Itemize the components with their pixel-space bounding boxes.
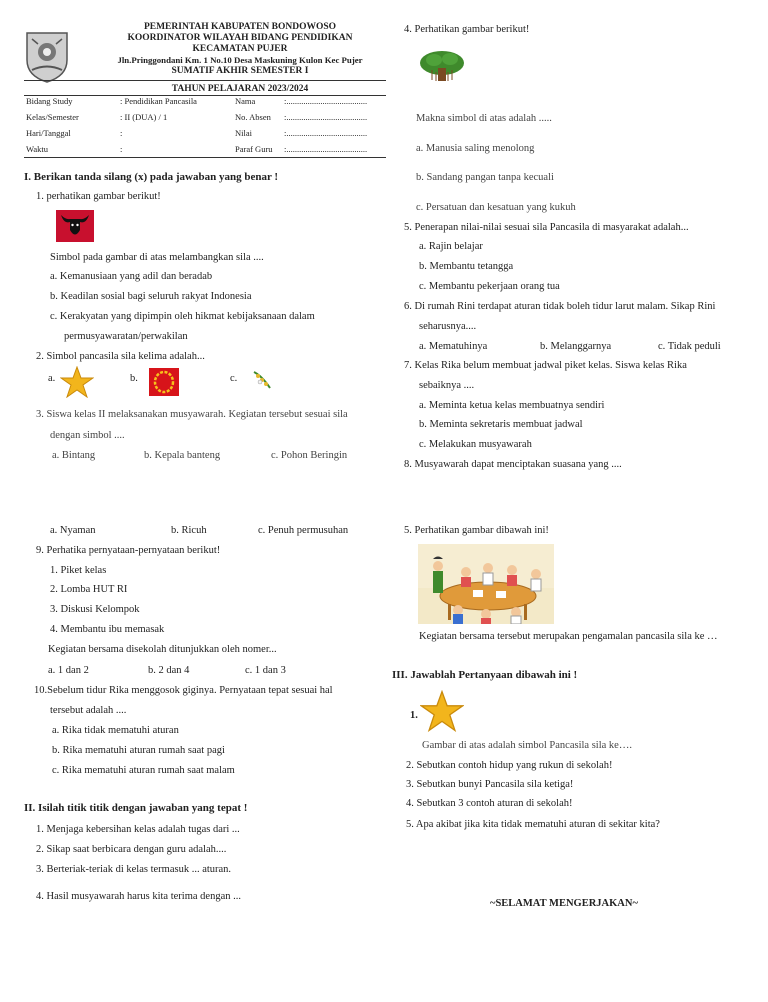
r-q5-text: 5. Penerapan nilai-nilai sesuai sila Pancasila di masyarakat adalah... xyxy=(404,222,689,233)
header-line1: PEMERINTAH KABUPATEN BONDOWOSO xyxy=(143,22,337,32)
r-q5-option-b[interactable]: b. Membantu tetangga xyxy=(419,261,514,272)
q9-option-a[interactable]: a. 1 dan 2 xyxy=(48,665,89,676)
q2-text: 2. Simbol pancasila sila kelima adalah... xyxy=(36,351,205,362)
q6-option-c[interactable]: c. Tidak peduli xyxy=(658,341,721,352)
id-label-kelas: Kelas/Semester xyxy=(26,112,79,122)
section2-title: II. Isilah titik titik dengan jawaban yang tepat ! xyxy=(24,802,248,814)
header-rule xyxy=(24,80,386,81)
q1-option-b[interactable]: b. Keadilan sosial bagi seluruh rakyat Indonesia xyxy=(50,291,252,302)
q4-stem: Makna simbol di atas adalah ..... xyxy=(416,113,552,124)
s3-item-3: 3. Sebutkan bunyi Pancasila sila ketiga! xyxy=(406,779,574,790)
q1-text: 1. perhatikan gambar berikut! xyxy=(36,191,161,202)
s2-item-4: 4. Hasil musyawarah harus kita terima dengan ... xyxy=(36,891,241,902)
q8-option-a[interactable]: a. Nyaman xyxy=(50,525,96,536)
q2-option-a[interactable]: a. xyxy=(48,373,56,384)
s3-item-4: 4. Sebutkan 3 contoh aturan di sekolah! xyxy=(406,798,573,809)
id-value-hari: : xyxy=(120,128,123,138)
q4-option-c[interactable]: c. Persatuan dan kesatuan yang kukuh xyxy=(416,202,576,213)
q9-item-1: 1. Piket kelas xyxy=(50,565,107,576)
q8-text: 8. Musyawarah dapat menciptakan suasana yang .... xyxy=(404,459,622,470)
q3-option-b[interactable]: b. Kepala banteng xyxy=(144,450,221,461)
s3-q1-stem: Gambar di atas adalah simbol Pancasila sila ke…. xyxy=(422,740,632,751)
q2-option-b[interactable]: b. xyxy=(130,373,138,384)
id-label-paraf: Paraf Guru xyxy=(235,144,273,154)
s2-q5-text: 5. Perhatikan gambar dibawah ini! xyxy=(404,525,549,536)
footer-closing: ~SELAMAT MENGERJAKAN~ xyxy=(490,898,638,909)
q10-text-cont: tersebut adalah .... xyxy=(50,705,127,716)
id-value-kelas: : II (DUA) / 1 xyxy=(120,112,168,122)
id-value-nama[interactable]: :...................................... xyxy=(284,96,368,106)
q4-option-b[interactable]: b. Sandang pangan tanpa kecuali xyxy=(416,172,554,183)
header-line5: SUMATIF AKHIR SEMESTER I xyxy=(171,66,309,76)
q9-option-b[interactable]: b. 2 dan 4 xyxy=(148,665,190,676)
q9-item-2: 2. Lomba HUT RI xyxy=(50,584,128,595)
id-value-bidang: : Pendidikan Pancasila xyxy=(120,96,197,106)
s3-q1-num: 1. xyxy=(410,710,418,721)
q1-option-a[interactable]: a. Kemanusiaan yang adil dan beradab xyxy=(50,271,213,282)
header-line2: KOORDINATOR WILAYAH BIDANG PENDIDIKAN xyxy=(127,33,353,43)
q1-stem: Simbol pada gambar di atas melambangkan sila .... xyxy=(50,252,264,263)
q10-option-c[interactable]: c. Rika mematuhi aturan rumah saat malam xyxy=(52,765,235,776)
q6-option-b[interactable]: b. Melanggarnya xyxy=(540,341,612,352)
chain-icon xyxy=(149,368,179,396)
q6-option-a[interactable]: a. Mematuhinya xyxy=(419,341,488,352)
school-logo xyxy=(24,30,70,84)
star-icon xyxy=(60,366,94,398)
id-label-waktu: Waktu xyxy=(26,144,48,154)
q6-text-cont: seharusnya.... xyxy=(419,321,477,332)
r-q5-option-a[interactable]: a. Rajin belajar xyxy=(419,241,483,252)
q4-text: 4. Perhatikan gambar berikut! xyxy=(404,24,530,35)
id-label-bidang: Bidang Study xyxy=(26,96,73,106)
bull-head-icon xyxy=(56,210,94,242)
q9-text: 9. Perhatika pernyataan-pernyataan berikut! xyxy=(36,545,221,556)
q3-option-a[interactable]: a. Bintang xyxy=(52,450,96,461)
q3-text-cont: dengan simbol .... xyxy=(50,430,125,441)
q2-option-c[interactable]: c. xyxy=(230,373,238,384)
id-label-hari: Hari/Tanggal xyxy=(26,128,71,138)
q9-item-3: 3. Diskusi Kelompok xyxy=(50,604,140,615)
q6-text: 6. Di rumah Rini terdapat aturan tidak boleh tidur larut malam. Sikap Rini xyxy=(404,301,716,312)
s3-item-5: 5. Apa akibat jika kita tidak mematuhi aturan di sekitar kita? xyxy=(406,819,660,830)
q7-option-c[interactable]: c. Melakukan musyawarah xyxy=(419,439,532,450)
q9-item-4: 4. Membantu ibu memasak xyxy=(50,624,165,635)
q8-option-b[interactable]: b. Ricuh xyxy=(171,525,207,536)
id-value-absen[interactable]: :...................................... xyxy=(284,112,368,122)
id-value-paraf[interactable]: :...................................... xyxy=(284,144,368,154)
q1-option-c-cont: permusyawaratan/perwakilan xyxy=(64,331,188,342)
q7-option-b[interactable]: b. Meminta sekretaris membuat jadwal xyxy=(419,419,583,430)
s2-item-3: 3. Berteriak-teriak di kelas termasuk ... aturan. xyxy=(36,864,232,875)
q9-stem: Kegiatan bersama disekolah ditunjukkan oleh nomer... xyxy=(48,644,277,655)
id-label-absen: No. Absen xyxy=(235,112,271,122)
header-line4: Jln.Pringgondani Km. 1 No.10 Desa Maskuning Kulon Kec Pujer xyxy=(117,55,363,65)
banyan-tree-icon xyxy=(418,50,466,82)
id-value-waktu: : xyxy=(120,144,123,154)
q9-option-c[interactable]: c. 1 dan 3 xyxy=(245,665,286,676)
s2-item-1: 1. Menjaga kebersihan kelas adalah tugas dari ... xyxy=(36,824,240,835)
section3-title: III. Jawablah Pertanyaan dibawah ini ! xyxy=(392,669,578,681)
header-line6: TAHUN PELAJARAN 2023/2024 xyxy=(171,84,309,94)
id-label-nama: Nama xyxy=(235,96,256,106)
s3-item-2: 2. Sebutkan contoh hidup yang rukun di sekolah! xyxy=(406,760,613,771)
section1-title: I. Berikan tanda silang (x) pada jawaban yang benar ! xyxy=(24,171,279,183)
id-value-nilai[interactable]: :...................................... xyxy=(284,128,368,138)
q4-option-a[interactable]: a. Manusia saling menolong xyxy=(416,143,535,154)
q10-text: 10.Sebelum tidur Rika menggosok giginya. Pernyataan tepat sesuai hal xyxy=(34,685,333,696)
q7-text: 7. Kelas Rika belum membuat jadwal piket kelas. Siswa kelas Rika xyxy=(404,360,687,371)
q8-option-c[interactable]: c. Penuh permusuhan xyxy=(258,525,349,536)
q10-option-a[interactable]: a. Rika tidak mematuhi aturan xyxy=(52,725,179,736)
header-line3: KECAMATAN PUJER xyxy=(192,44,288,54)
q7-text-cont: sebaiknya .... xyxy=(419,380,475,391)
r-q5-option-c[interactable]: c. Membantu pekerjaan orang tua xyxy=(419,281,560,292)
q3-option-c[interactable]: c. Pohon Beringin xyxy=(271,450,348,461)
q1-option-c[interactable]: c. Kerakyatan yang dipimpin oleh hikmat kebijaksanaan dalam xyxy=(50,311,315,322)
q3-text: 3. Siswa kelas II melaksanakan musyawarah. Kegiatan tersebut sesuai sila xyxy=(36,409,348,420)
q7-option-a[interactable]: a. Meminta ketua kelas membuatnya sendiri xyxy=(419,400,605,411)
s2-q5-stem: Kegiatan bersama tersebut merupakan pengamalan pancasila sila ke … xyxy=(419,631,718,642)
classroom-discussion-image xyxy=(418,544,554,624)
id-label-nilai: Nilai xyxy=(235,128,252,138)
rice-cotton-icon xyxy=(250,368,274,392)
s2-item-2: 2. Sikap saat berbicara dengan guru adalah.... xyxy=(36,844,227,855)
q10-option-b[interactable]: b. Rika mematuhi aturan rumah saat pagi xyxy=(52,745,225,756)
identity-rule xyxy=(24,157,386,158)
star-icon-2 xyxy=(420,690,464,732)
